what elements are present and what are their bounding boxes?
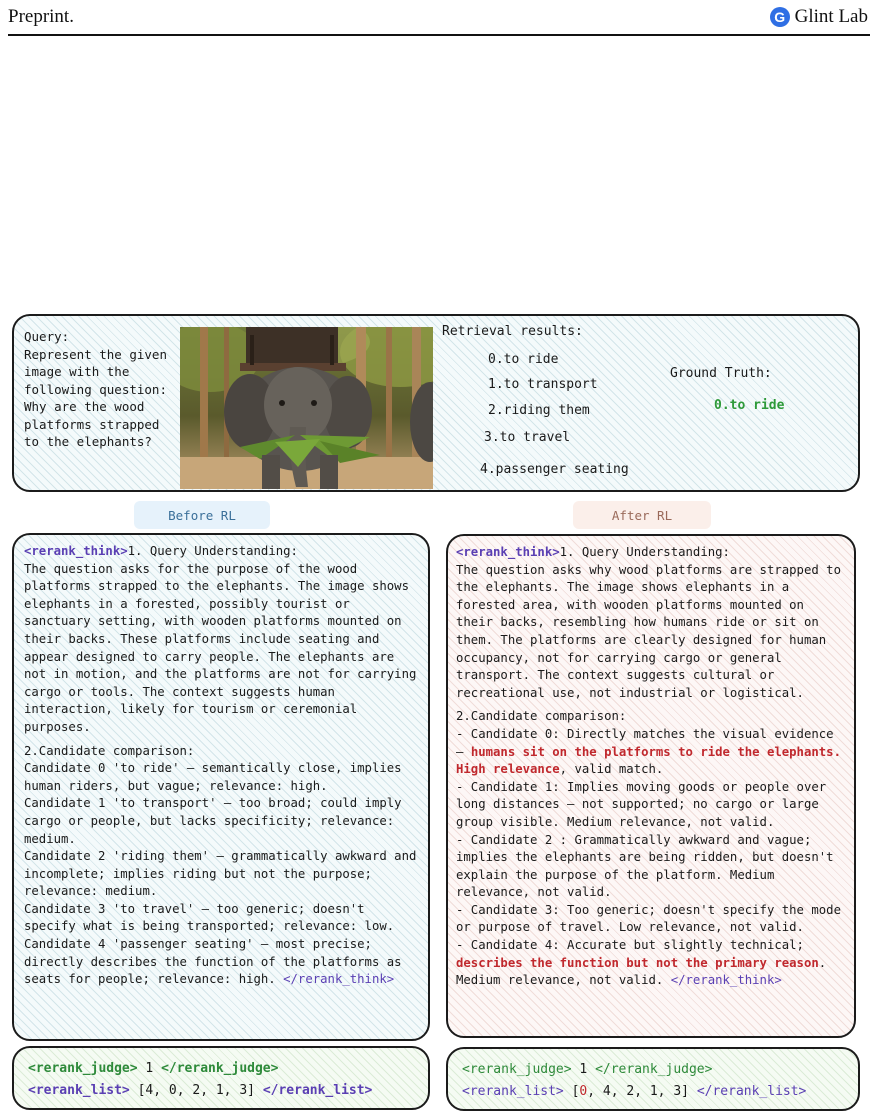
brand-name: Glint Lab <box>794 6 868 27</box>
after-rl-reasoning <box>446 534 856 1038</box>
section-heading: 2.Candidate comparison: <box>456 709 627 724</box>
query-understanding-block <box>24 543 418 561</box>
before-rl-tag: Before RL <box>134 501 270 529</box>
after-rl-judge <box>446 1047 860 1111</box>
after-rl-tag: After RL <box>573 501 711 529</box>
candidate-0-block <box>456 726 848 779</box>
rerank-think-close-tag: </rerank_think> <box>283 972 395 987</box>
rerank-think-close-tag: </rerank_think> <box>670 973 782 988</box>
query-understanding-block <box>456 544 848 562</box>
preprint-label: Preprint. <box>8 6 74 27</box>
candidate-0-relevance-highlight: High relevance <box>456 762 560 777</box>
candidate-4-highlight: describes the function but not the primary reason <box>456 955 819 970</box>
retrieval-item: 2.riding them <box>488 403 590 418</box>
glint-logo-icon: G <box>770 7 790 27</box>
section-heading: 2.Candidate comparison: <box>24 743 195 758</box>
candidate-4-text: Candidate 4 'passenger seating' — most precise; directly describes the function of the platforms as seats for people; relevance: high. <box>24 937 402 987</box>
retrieval-item: 0.to ride <box>488 352 559 367</box>
query-understanding-text: The question asks why wood platforms are strapped to the elephants. The image shows elephants in a forested area, with wooden platforms mounted on their backs, resembling how humans ride or sit on them. The platforms are clearly designed for human occupancy, not for carrying cargo or general transport. The context suggests cultural or recreational use, not industrial or logistical. <box>456 562 841 700</box>
retrieval-item: 4.passenger seating <box>480 462 629 477</box>
candidate-1-text: - Candidate 1: Implies moving goods or people over long distances — not supported; no cargo or large group visible. Medium relevance, not valid. <box>456 779 827 829</box>
section-heading: 1. Query Understanding: <box>127 544 298 558</box>
rerank-list-open-tag: <rerank_list> <box>28 1083 130 1098</box>
retrieval-title: Retrieval results: <box>442 324 583 339</box>
rank-list-value: [4, 0, 2, 1, 3] <box>129 1083 263 1098</box>
rerank-list-close-tag: </rerank_list> <box>696 1084 807 1099</box>
rank-list-prefix: [ <box>563 1084 580 1099</box>
rank-list-top-candidate: 0 <box>579 1084 588 1099</box>
rank-list-rest: , 4, 2, 1, 3] <box>587 1084 697 1099</box>
candidate-4-block <box>24 936 418 989</box>
candidate-0-text: Candidate 0 'to ride' — semantically close, implies human riders, but vague; relevance: high. <box>24 761 402 793</box>
before-rl-judge <box>12 1046 430 1110</box>
query-panel <box>12 314 860 492</box>
retrieval-item: 3.to travel <box>484 430 571 445</box>
judge-value: 1 <box>137 1061 162 1076</box>
list-line <box>28 1080 414 1102</box>
retrieval-item: 1.to transport <box>488 377 598 392</box>
section-heading: 1. Query Understanding: <box>559 545 730 559</box>
judge-line <box>462 1059 844 1081</box>
candidate-4-verdict: Medium relevance, not valid. <box>456 973 664 988</box>
candidate-0-verdict: , valid match. <box>559 762 664 777</box>
query-understanding-text: The question asks for the purpose of the wood platforms strapped to the elephants. The image shows elephants in a forested, possibly tourist or sanctuary setting, with wooden platforms mounted on their backs. These platforms include seating and appear designed to carry people. The elephants are not in motion, and the platforms are not for carrying cargo or tools. The context suggests human interaction, likely for tourism or ceremonial purposes. <box>24 561 417 734</box>
candidate-2-text: - Candidate 2 : Grammatically awkward and vague; implies the elephants are being ridden, but doesn't explain the purpose of the platform. Medium relevance, not valid. <box>456 832 834 900</box>
query-line: following question: <box>24 381 167 397</box>
candidate-3-text: - Candidate 3: Too generic; doesn't specify the mode or purpose of travel. Low relevance, not valid. <box>456 902 841 935</box>
rerank-judge-open-tag: <rerank_judge> <box>462 1062 572 1077</box>
before-rl-reasoning <box>12 533 430 1041</box>
judge-value: 1 <box>571 1062 596 1077</box>
header-divider <box>8 34 870 36</box>
candidate-0-highlight: humans sit on the platforms to ride the elephants. <box>470 744 841 759</box>
rerank-judge-close-tag: </rerank_judge> <box>161 1061 279 1076</box>
judge-line <box>28 1058 414 1080</box>
candidate-1-text: Candidate 1 'to transport' — too broad; could imply cargo or people, but lacks specificity; relevance: medium. <box>24 796 402 846</box>
query-line: image with the <box>24 364 130 379</box>
rerank-list-close-tag: </rerank_list> <box>262 1083 373 1098</box>
query-line: Represent the given <box>24 346 167 362</box>
candidate-4-text: - Candidate 4: Accurate but slightly technical; <box>456 938 804 953</box>
candidate-4-period: . <box>818 955 827 970</box>
candidate-3-text: Candidate 3 'to travel' — too generic; doesn't specify what is being transported; relevance: low. <box>24 901 395 934</box>
rerank-list-open-tag: <rerank_list> <box>462 1084 564 1099</box>
ground-truth-value: 0.to ride <box>714 398 785 413</box>
ground-truth-label: Ground Truth: <box>670 366 772 381</box>
rerank-think-open-tag: <rerank_think> <box>24 544 128 558</box>
query-line: to the elephants? <box>24 434 152 449</box>
rerank-judge-open-tag: <rerank_judge> <box>28 1061 138 1076</box>
candidate-0-text: - Candidate 0: Directly matches the visual evidence — <box>456 726 834 759</box>
query-label: Query: <box>24 329 70 344</box>
query-text <box>24 328 180 451</box>
glint-lab-brand <box>770 6 868 28</box>
rerank-think-open-tag: <rerank_think> <box>456 545 560 559</box>
elephant-photo <box>180 327 433 489</box>
query-line: Why are the wood <box>24 399 145 414</box>
list-line <box>462 1081 844 1103</box>
candidate-2-text: Candidate 2 'riding them' — grammatically awkward and incomplete; implies riding but not the purpose; relevance: medium. <box>24 849 417 899</box>
candidate-4-block <box>456 937 848 990</box>
rerank-judge-close-tag: </rerank_judge> <box>595 1062 713 1077</box>
query-line: platforms strapped <box>24 416 160 432</box>
